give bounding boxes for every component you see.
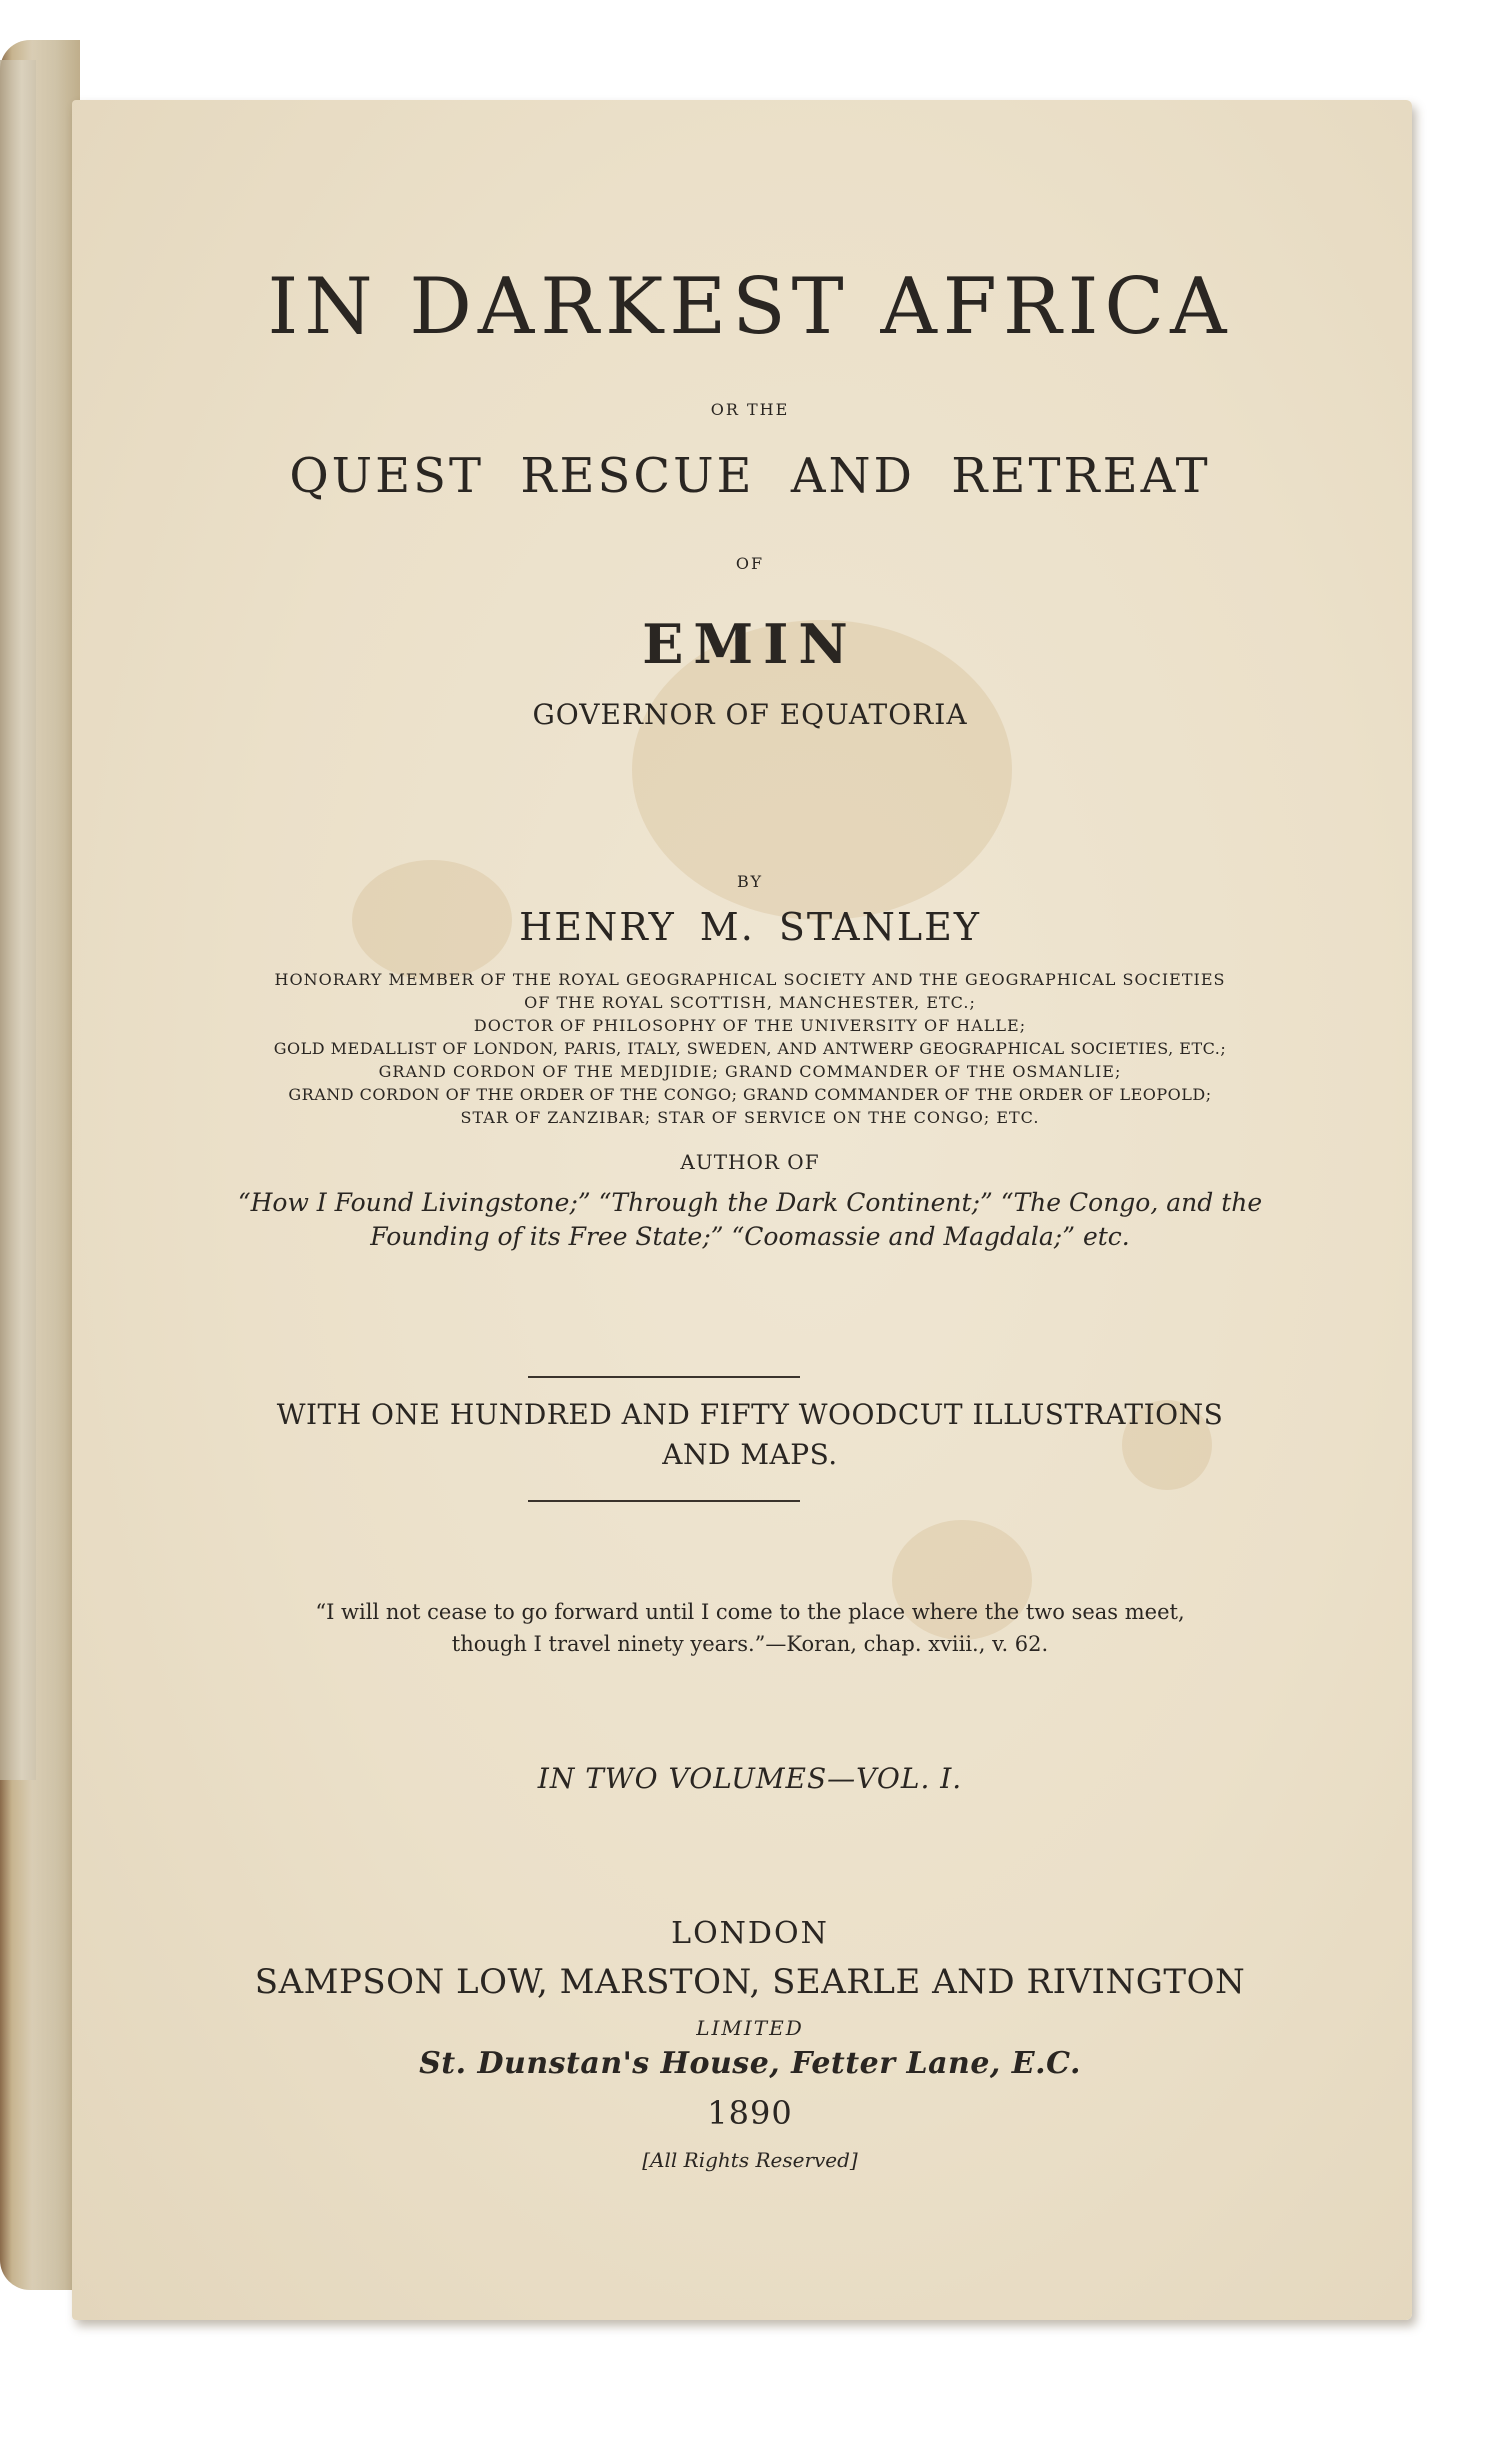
honor-line: GOLD MEDALLIST OF LONDON, PARIS, ITALY, SWEDEN, AND ANTWERP GEOGRAPHICAL SOCIETIES, ETC.; <box>273 1039 1227 1058</box>
publication-year: 1890 <box>707 2094 793 2132</box>
rights-notice: [All Rights Reserved] <box>642 2148 858 2172</box>
honor-line: OF THE ROYAL SCOTTISH, MANCHESTER, ETC.; <box>524 993 976 1012</box>
publisher-address: St. Dunstan's House, Fetter Lane, E.C. <box>419 2046 1081 2081</box>
subject-name: EMIN <box>642 612 858 676</box>
of-label: OF <box>735 554 765 573</box>
publication-place: LONDON <box>671 1916 829 1951</box>
divider-rule <box>528 1500 800 1502</box>
illustrations-line: AND MAPS. <box>662 1438 838 1471</box>
honor-line: GRAND CORDON OF THE MEDJIDIE; GRAND COMMANDER OF THE OSMANLIE; <box>378 1062 1122 1081</box>
illustrations-line: WITH ONE HUNDRED AND FIFTY WOODCUT ILLUSTRATIONS <box>276 1398 1224 1431</box>
subject-title: GOVERNOR OF EQUATORIA <box>532 698 968 731</box>
works-line: Founding of its Free State;” “Coomassie and Magdala;” etc. <box>370 1222 1130 1251</box>
or-the-label: OR THE <box>710 400 790 419</box>
epigraph-line: though I travel ninety years.”—Koran, chap. xviii., v. 62. <box>451 1632 1049 1656</box>
divider-rule <box>528 1376 800 1378</box>
author-name: HENRY M. STANLEY <box>519 905 981 949</box>
epigraph-line: “I will not cease to go forward until I come to the place where the two seas meet, <box>315 1600 1185 1624</box>
honor-line: GRAND CORDON OF THE ORDER OF THE CONGO; GRAND COMMANDER OF THE ORDER OF LEOPOLD; <box>288 1085 1212 1104</box>
honor-line: DOCTOR OF PHILOSOPHY OF THE UNIVERSITY OF HALLE; <box>473 1016 1027 1035</box>
volume-info: IN TWO VOLUMES—VOL. I. <box>537 1762 963 1795</box>
publisher-limited: LIMITED <box>696 2016 804 2040</box>
author-of-label: AUTHOR OF <box>680 1150 820 1174</box>
honor-line: STAR OF ZANZIBAR; STAR OF SERVICE ON THE CONGO; ETC. <box>460 1108 1040 1127</box>
publisher-name: SAMPSON LOW, MARSTON, SEARLE AND RIVINGTON <box>254 1962 1246 2002</box>
book-subtitle: QUEST RESCUE AND RETREAT <box>289 448 1211 504</box>
book-title: IN DARKEST AFRICA <box>267 262 1233 352</box>
works-line: “How I Found Livingstone;” “Through the Dark Continent;” “The Congo, and the <box>237 1188 1263 1217</box>
by-label: BY <box>736 872 764 891</box>
honor-line: HONORARY MEMBER OF THE ROYAL GEOGRAPHICAL SOCIETY AND THE GEOGRAPHICAL SOCIETIES <box>274 970 1226 989</box>
